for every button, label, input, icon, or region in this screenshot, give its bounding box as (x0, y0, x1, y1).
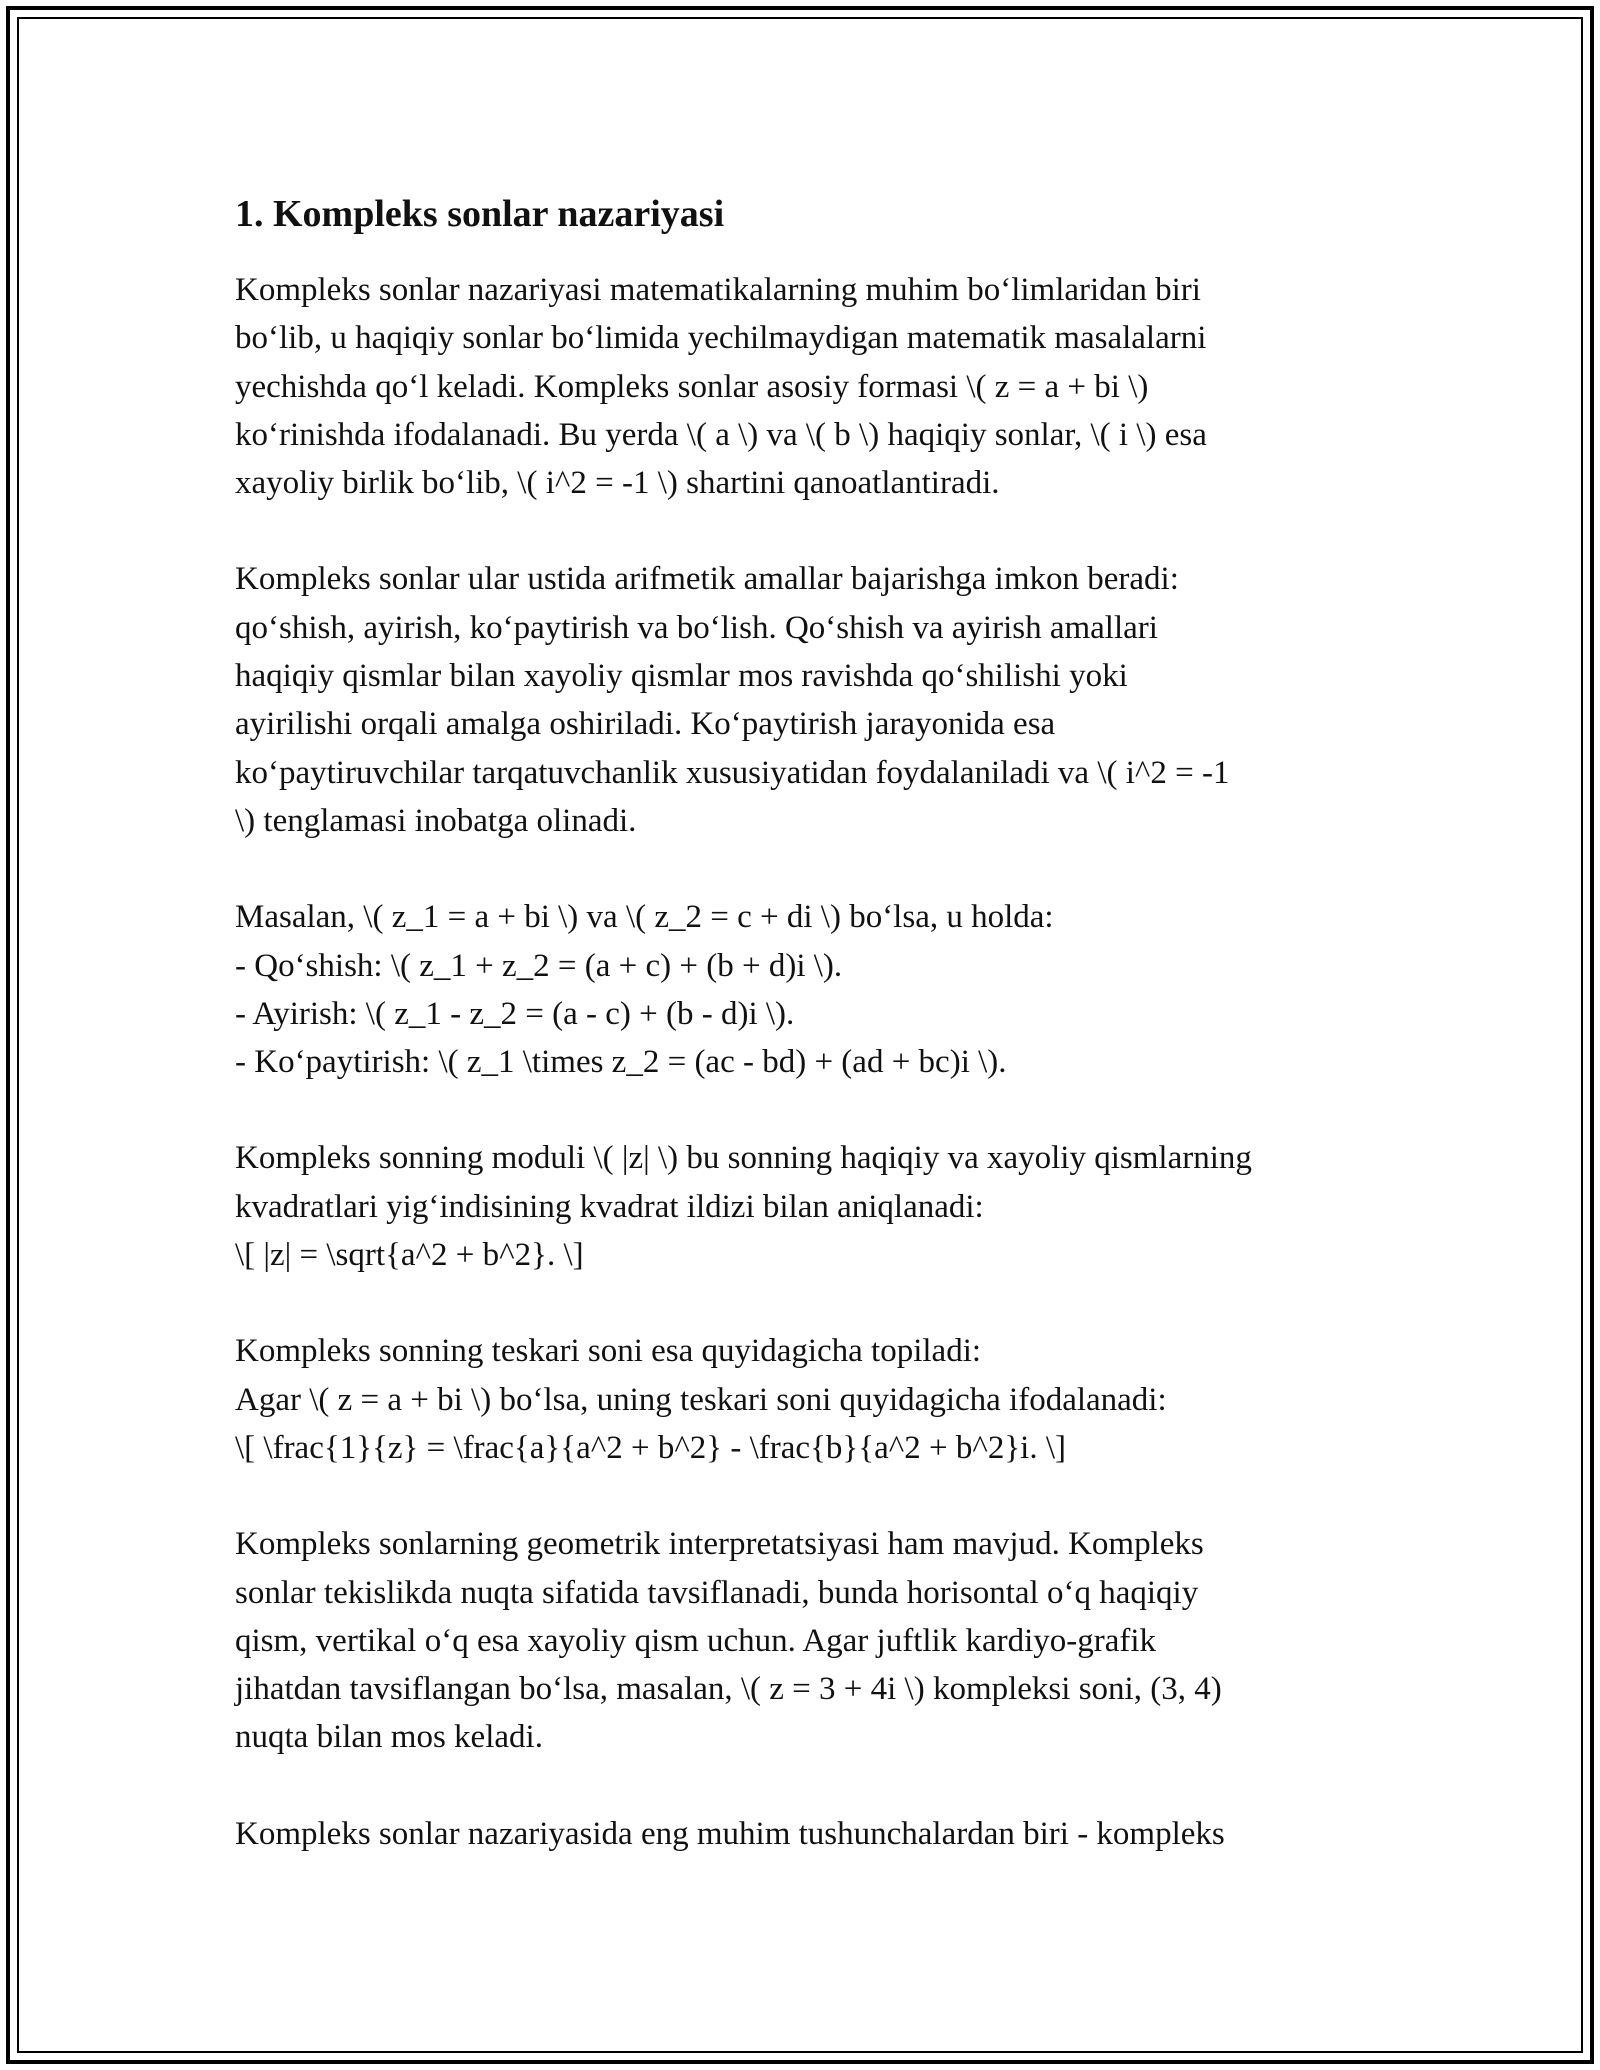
text-line: Masalan, \( z_1 = a + bi \) va \( z_2 = c + di \) bo‘lsa, u holda: (235, 899, 1054, 936)
formula-line: \[ \frac{1}{z} = \frac{a}{a^2 + b^2} - \frac{b}{a^2 + b^2}i. \] (235, 1429, 1066, 1466)
text-line: haqiqiy qismlar bilan xayoliy qismlar mos ravishda qo‘shilishi yoki (235, 658, 1128, 695)
text-line: ko‘rinishda ifodalanadi. Bu yerda \( a \) va \( b \) haqiqiy sonlar, \( i \) esa (235, 416, 1207, 453)
list-item: - Ko‘paytirish: \( z_1 \times z_2 = (ac - bd) + (ad + bc)i \). (235, 1044, 1007, 1081)
text-line: Kompleks sonning teskari soni esa quyidagicha topiladi: (235, 1333, 982, 1370)
text-line: Kompleks sonlar nazariyasi matematikalarning muhim bo‘limlaridan biri (235, 272, 1201, 308)
paragraph-example (235, 893, 1385, 1086)
paragraph-inverse (235, 1327, 1385, 1472)
text-line: Agar \( z = a + bi \) bo‘lsa, uning teskari soni quyidagicha ifodalanadi: (235, 1381, 1167, 1418)
text-line: sonlar tekislikda nuqta sifatida tavsiflanadi, bunda horisontal o‘q haqiqiy (235, 1574, 1199, 1611)
text-line: \) tenglamasi inobatga olinadi. (235, 802, 637, 839)
text-line: ko‘paytiruvchilar tarqatuvchanlik xususiyatidan foydalaniladi va \( i^2 = -1 (235, 754, 1230, 791)
paragraph-intro (235, 266, 1385, 507)
text-line: Kompleks sonlar nazariyasida eng muhim tushunchalardan biri - kompleks (235, 1815, 1225, 1852)
text-line: kvadratlari yig‘indisining kvadrat ildizi bilan aniqlanadi: (235, 1188, 984, 1225)
list-item: - Ayirish: \( z_1 - z_2 = (a - c) + (b - d)i \). (235, 995, 795, 1032)
paragraph-modulus (235, 1134, 1385, 1279)
section-heading: 1. Kompleks sonlar nazariyasi (235, 193, 725, 235)
text-line: ayirilishi orqali amalga oshiriladi. Ko‘paytirish jarayonida esa (235, 706, 1056, 743)
list-item: - Qo‘shish: \( z_1 + z_2 = (a + c) + (b + d)i \). (235, 947, 843, 984)
text-line: Kompleks sonlarning geometrik interpretatsiyasi ham mavjud. Kompleks (235, 1526, 1204, 1563)
text-line: qism, vertikal o‘q esa xayoliy qism uchun. Agar juftlik kardiyo-grafik (235, 1622, 1157, 1659)
formula-line: \[ |z| = \sqrt{a^2 + b^2}. \] (235, 1237, 584, 1274)
paragraph-arithmetic (235, 555, 1385, 845)
text-line: Kompleks sonlar ular ustida arifmetik amallar bajarishga imkon beradi: (235, 561, 1179, 598)
text-line: jihatdan tavsiflangan bo‘lsa, masalan, \( z = 3 + 4i \) kompleksi soni, (3, 4) (235, 1671, 1222, 1708)
text-line: yechishda qo‘l keladi. Kompleks sonlar asosiy formasi \( z = a + bi \) (235, 368, 1149, 405)
document-body (235, 186, 1385, 1906)
text-line: Kompleks sonning moduli \( |z| \) bu sonning haqiqiy va xayoliy qismlarning (235, 1140, 1252, 1177)
paragraph-geometric (235, 1520, 1385, 1761)
text-line: nuqta bilan mos keladi. (235, 1719, 543, 1756)
text-line: bo‘lib, u haqiqiy sonlar bo‘limida yechilmaydigan matematik masalalarni (235, 320, 1207, 357)
text-line: xayoliy birlik bo‘lib, \( i^2 = -1 \) shartini qanoatlantiradi. (235, 465, 1000, 502)
text-line: qo‘shish, ayirish, ko‘paytirish va bo‘lish. Qo‘shish va ayirish amallari (235, 609, 1158, 646)
paragraph-continued (235, 1810, 1385, 1858)
